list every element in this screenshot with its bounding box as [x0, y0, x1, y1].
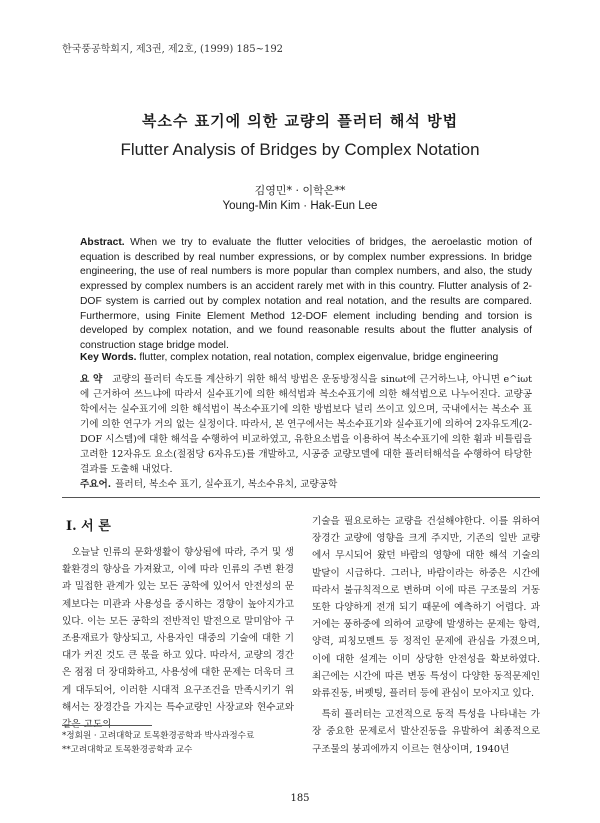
- journal-citation: 한국풍공학회지, 제3권, 제2호, (1999) 185~192: [62, 44, 284, 55]
- korean-summary: [80, 372, 532, 477]
- right-column: [312, 513, 540, 758]
- korean-summary-label: 요 약: [80, 374, 103, 385]
- keywords-label: Key Words.: [80, 352, 137, 363]
- title-korean: 복소수 표기에 의한 교량의 플러터 해석 방법: [141, 112, 459, 130]
- footnote-2: **고려대학교 토목환경공학과 교수: [62, 745, 193, 755]
- footnote-rule: [62, 725, 152, 726]
- page-number: 185: [290, 793, 310, 804]
- korean-keywords-text: 플러터, 복소수 표기, 실수표기, 복소수유치, 교량공학: [115, 479, 338, 490]
- abstract-label: Abstract.: [80, 237, 125, 248]
- footnote-1: *정회원 · 고려대학교 토목환경공학과 박사과정수료: [62, 731, 255, 741]
- abstract: [80, 236, 532, 354]
- left-column-paragraph: 오늘날 인류의 문화생활이 향상됨에 따라, 주거 및 생활환경의 향상을 가져왔고, 이에 따라 인류의 주변 환경과 밀접한 관계가 있는 모든 공학에 있어서 안전성의 문제보다는 미관과 사용성을 중시하는 경향이 높아지가고 있다. 이는 모든 공학의 전반적인 발전으로 말미암아 구조용재료가 향상되고, 사용자인 대중의 기술에 대한 기대가 커진 것도 큰 몫을 하고 있다. 따라서, 교량의 경간은 점점 더 장대화하고, 사용성에 대한 문제는 더욱더 크게 대두되어, 이러한 시대적 요구조건을 만족시키기 위해서는 장경간을 가지는 특수교량인 사장교와 현수교와 같은 고도의: [62, 547, 294, 731]
- korean-keywords-label: 주요어.: [80, 479, 112, 490]
- keywords: [80, 352, 532, 363]
- korean-summary-text: 교량의 플러터 속도를 계산하기 위한 해석 방법은 운동방정식을 sinωt에 근거하느냐, 아니면 e^iωt에 근거하여 쓰느냐에 따라서 실수표기에 의한 해석법과 복소수표기에 의한 해석법으로 나누어진다. 교량공학에서는 실수표기에 의한 해석법이 복소수표기에 의한 방법보다 널리 쓰이고 있으며, 국내에서는 복소수 표기에 의한 연구가 거의 없는 실정이다. 따라서, 본 연구에서는 복소수표기와 실수표기에 의하여 2자유도계(2-DOF 시스템)에 대한 해석을 수행하여 비교하였고, 유한요소법을 이용하여 복소수표기에 의한 휨과 비틀림을 고려한 12자유도 요소(절점당 6자유도)를 개발하고, 시공중 교량모델에 대한 플러터해석을 수행하여 타당한 결과를 도출해 내었다.: [80, 374, 532, 475]
- right-column-paragraph-2: 특히 플러터는 고전적으로 동적 특성을 나타내는 가장 중요한 문제로서 발산진동을 유발하여 최종적으로 구조물의 붕괴에까지 이르는 현상이며, 1940년: [312, 709, 540, 755]
- authors-korean: 김영민* · 이학은**: [254, 184, 346, 197]
- section-title: I. 서 론: [66, 519, 111, 534]
- authors-english: Young-Min Kim · Hak-Eun Lee: [222, 200, 378, 212]
- right-column-paragraph-1: 기술을 필요로하는 교량을 건설해야한다. 이를 위하여 장경간 교량에 영향을 크게 주지만, 기존의 일반 교량에서 무시되어 왔던 바람의 영향에 대한 해석 기술의 발달이 시급하다. 그러나, 바람이라는 하중은 시간에 따라서 불규칙적으로 변하며 이에 따른 구조물의 거동 또한 다양하게 전개 되기 때문에 예측하기 어렵다. 과거에는 풍하중에 의하여 교량에 발생하는 문제는 항력, 양력, 피칭모멘트 등 정적인 문제에 관심을 가졌으며, 이에 대한 설계는 이미 상당한 안전성을 확보하였다. 최근에는 시간에 따른 변동 특성이 다양한 동적문제인 와류진동, 버펫팅, 플러터 등에 관심이 모아지고 있다.: [312, 516, 540, 700]
- title-english: Flutter Analysis of Bridges by Complex Notation: [120, 140, 480, 159]
- left-column: [62, 544, 294, 733]
- divider: [62, 497, 540, 498]
- keywords-text: flutter, complex notation, real notation, complex eigenvalue, bridge engineering: [139, 352, 499, 363]
- abstract-text: When we try to evaluate the flutter velocities of bridges, the aeroelastic motion of equation is described by real number expressions, or by complex number expressions. In bridge engineering, the use of real numbers is more popular than complex numbers, and also, the study expressed by complex numbers is an accident rarely met with in this country. Flutter analysis of 2-DOF system is carried out by complex notation and real notation, and the results are compared. Furthermore, using Finite Element Method 12-DOF element including bending and torsion is developed by complex notation, and we found reasonable results about the flutter analysis of construction stage bridge model.: [80, 237, 532, 351]
- korean-keywords: [80, 476, 532, 490]
